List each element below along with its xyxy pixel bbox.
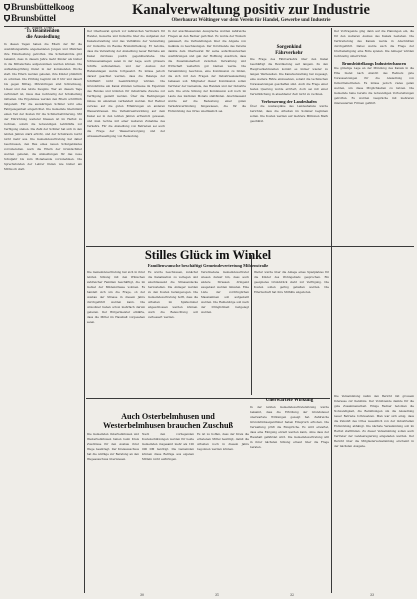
unerwartet-body: In der letzten Gemeindevertretersitzung wurde bekannt, dass die Erhöhung der Grundsteuer unerwartete Wirkungen gezeigt hat. Zahlreiche Grundstückseigentümer haben Einspruch erhoben. Die Verwaltung prüft die Einsprüche. Es wird erwartet, dass eine Einigung erzielt werden kann, ohne dass der Haushalt gefährdet wird. Die Gemeindevertretung will in ihrer nächsten Sitzung erneut über die Frage beraten. — [250, 404, 329, 449]
sorgenkind-heading-1: Sorgenkind — [276, 45, 302, 50]
stilles-body-3: Verschiedene Gemeindevertreter wiesen darauf hin, dass auch andere Strassen dringend ausgebaut werden müssten. Eine Liste der vordringlichen Massnahmen soll aufgestellt werden. Die Reihenfolge soll nach der Dringlichkeit festgelegt werden. — [201, 270, 249, 314]
footer-number-2: 31 — [215, 593, 220, 597]
stilles-headline: Stilles Glück im Winkel — [144, 248, 272, 262]
osterbelmhusen-headline-1: Auch Osterbelmhusen und — [121, 412, 215, 421]
masthead-title-2: Brunsbüttel — [11, 13, 56, 23]
stilles-column-3 — [201, 270, 249, 395]
footer-number-3: 32 — [290, 593, 295, 597]
main-subheadline: Oberbaurat Wöltinger vor dem Verein für Handel, Gewerbe und Industrie — [171, 18, 331, 23]
article-column-5 — [334, 29, 414, 391]
article-body-5: Der Vortragende ging dann auf die Planungen ein, die für den weiteren Ausbau des Kanals bestehen. Die Verbreiterung des Kanals werde in Abschnitten durchgeführt. Dabei werde auch die Frage der Uferbefestigung eine Rolle spielen. Die Anlieger würden rechtzeitig unterrichtet. — [334, 29, 414, 58]
stilles-subheadline: Familienwunsche beschäftigt Gemeindevertretung Mildenstraße — [147, 263, 269, 268]
masthead-line-2 — [4, 13, 74, 24]
crest-icon — [4, 14, 10, 24]
stilles-column-2 — [148, 270, 198, 395]
left-column — [4, 29, 82, 591]
article-column-3 — [168, 29, 246, 243]
unerwartet-column — [250, 398, 329, 508]
industriechancen-body: Die günstige Lage an der Mündung des Kanals in die Elbe bietet nach Ansicht des Redners gute Voraussetzungen für die Ansiedlung von Industriebetrieben. Es müsse jedoch vieles getan werden, um diese Möglichkeiten zu nutzen. Die Gemeinde habe bereits die notwendigen Vorbereitungen getroffen. Es wurden Gespräche mit mehreren interessierten Firmen geführt. — [334, 66, 414, 105]
left-column-body: In diesen Tagen haben die Eltern der für die Ausbildungsstätte angemeldeten Jungen und Mädchen ihre Entscheidung getroffen. Die Schulbehörde gibt bekannt, dass in diesem Jahre mehr Kinder als bisher in die Mittelschule aufgenommen werden können. Die Aufnahmeprüfung findet in der kommenden Woche statt. Die Eltern werden gebeten, ihre Kinder pünktlich zu schicken. Die Prüfung beginnt um 8 Uhr und dauert bis gegen Mittag. Mitzubringen sind Schreibzeug, Lineal und das letzte Zeugnis. Wer an diesem Tage verhindert ist, muss dies rechtzeitig der Schulleitung mitteilen. Die Ergebnisse werden den Eltern schriftlich mitgeteilt. Für die auswärtigen Schüler wird eine Fahrgelegenheit eingerichtet. Die Gemeinde übernimmt einen Teil der Kosten für die Schülerbeförderung. Mit der Einrichtung weiterer Klassen ist im Herbst zu rechnen, sofern die notwendigen Lehrkräfte zur Verfügung stehen. Die Zahl der Schüler hat sich in den letzten Jahren stark erhöht, und der Schulraum reicht nicht mehr aus. Die Gemeindevertretung hat daher beschlossen, den Bau eines neuen Schulgebäudes vorzubereiten. Auch die Eltern der Grundschüler werden gebeten, die Anmeldungen für das neue Schuljahr bis zum Monatsende vorzunehmen. Die Sprechstunden der Lehrer finden wie bisher am Mittwoch statt. — [4, 42, 82, 171]
osterbelmhusen-column-3 — [197, 432, 249, 592]
article-body-5-lower: Die Versammlung nahm den Bericht mit grossem Interesse zur Kenntnis. Der Vorsitzende dankte für die gute Zusammenarbeit. Einige Redner betonten die Notwendigkeit, die Bemühungen um die Ansiedlung neuer Betriebe fortzusetzen. Man war sich einig, dass die Zukunft des Ortes wesentlich von der industriellen Entwicklung abhängt. Die nächste Versammlung soll im Herbst stattfinden. Zu dieser Versammlung sollen auch Vertreter der Landesregierung eingeladen werden. Der Bericht über die Mitgliederversammlung erscheint in der nächsten Ausgabe. — [334, 394, 414, 448]
stilles-body-1: Die Gemeindevertretung hat sich in ihrer letzten Sitzung mit den Wünschen zahlreicher Familien beschäftigt, die im Gebiet der Mildenstrasse wohnen. Es handelt sich um die Frage, ob der Ausbau der Strasse in diesem Jahre durchgeführt werden kann. Die Anwohner haben schon mehrfach darum gebeten. Der Bürgermeister erklärte, dass die Mittel im Haushalt vorgesehen seien. — [87, 270, 145, 324]
unerwartet-heading: Unerwartete Wirkung — [265, 398, 314, 403]
stilles-column-4 — [254, 270, 329, 395]
osterbelmhusen-body-2: Nach den vorliegenden Kostenschätzungen werden für beide Gemeinden insgesamt mehr als 100 000 DM benötigt. Die Gemeinden können diese Beträge aus eigenen Mitteln nicht aufbringen. — [142, 432, 194, 461]
landeshafen-body: Über die Ausbaupläne des Landeshafens wurde berichtet, dass die Arbeiten im Sommer beginnen sollen. Die Kosten werden auf mehrere Millionen Mark geschätzt. — [250, 104, 328, 123]
landeshafen-subheading: Verbesserung der Landeshafen — [261, 99, 317, 104]
left-heading-line-1: 15 Beamtenden — [26, 29, 60, 34]
footer-number-4: 33 — [370, 593, 375, 597]
masthead-date: 26. März 1960 — [24, 25, 54, 30]
article-body-2: Der Oberbaurat sprach vor zahlreichen Vertretern für Handel, Gewerbe und Industrie über die Aufgaben der Kanalverwaltung und das Verhältnis der Verwaltung zur Industrie im Raume Brunsbüttelkoog. Er betonte, dass die Verwaltung der Ansiedlung neuer Betriebe am Kanal durchaus positiv gegenüberstehe. Die Schleusenanlagen seien in der Lage, auch grössere Schiffe aufzunehmen, und der Ausbau der Hafenanlagen werde fortgesetzt. Es müsse jedoch darauf geachtet werden, dass die Belange der Schiffahrt nicht beeinträchtigt würden. Die Grundstücke am Kanal stünden teilweise im Eigentum des Bundes und könnten für industrielle Zwecke zur Verfügung gestellt werden. Über die Bedingungen müsse im einzelnen verhandelt werden. Der Redner verwies auf die guten Erfahrungen an anderen Wasserstrassen. Die Verkehrsentwicklung auf dem Kanal sei in den letzten Jahren erfreulich gewesen, und man rechne mit einer weiteren Zunahme des Verkehrs. Für die Ansiedlung von Betrieben sei auch die Frage der Wasserversorgung und der Abwasserbeseitigung von Bedeutung. — [87, 29, 165, 138]
osterbelmhusen-body-3: Es ist zu hoffen, dass der Kreis die erbetenen Mittel bewilligt, damit die Arbeiten noch in diesem Jahre begonnen werden können. — [197, 432, 249, 451]
masthead-title-1: Brunsbüttelkoog — [11, 2, 74, 12]
osterbelmhusen-column-2 — [142, 432, 194, 592]
article-column-4 — [250, 29, 328, 243]
sorgenkind-body: Die Frage des Fährverkehrs über den Kanal beschäftigt die Bevölkerung seit langem. Zu den Hauptverkehrszeiten kommt es immer wieder zu langen Wartezeiten. Die Kanalverwaltung hat zugesagt, eine weitere Fähre einzusetzen, sobald die technischen Voraussetzungen geschaffen sind. Auch die Frage einer festen Querung wurde erörtert, doch sei mit einer Verwirklichung in absehbarer Zeit nicht zu rechnen. — [250, 57, 328, 96]
osterbelmhusen-headline-2: Westerbelmhusen brauchen Zuschuß — [102, 421, 234, 430]
article-column-2 — [87, 29, 165, 243]
main-headline: Kanalverwaltung positiv zur Industrie — [132, 2, 370, 18]
osterbelmhusen-column-1 — [87, 432, 139, 592]
top-rule — [4, 26, 414, 27]
article-body-3: In der anschliessenden Aussprache wurden zahlreiche Fragen an den Redner gerichtet. Es wurde der Wunsch geäussert, die Verhandlungen über die Abgabe von Gelände zu beschleunigen. Der Vorsitzende des Vereins dankte dem Oberbaurat für seine aufschlussreichen Ausführungen und gab der Hoffnung Ausdruck, dass die Zusammenarbeit zwischen Verwaltung und Wirtschaft weiterhin gut bleiben werde. Die Versammlung beschloss, eine Kommission zu bilden, die sich mit den Fragen der Industrieansiedlung befassen soll. Mitglieder dieser Kommission sollen Vertreter der Gemeinde, des Handels und der Industrie sein. Die erste Sitzung der Kommission soll noch im Laufe des nächsten Monats stattfinden. Abschliessend wurde auf die Bedeutung einer guten Verkehrsverbindung hingewiesen, die für die Entwicklung des Ortes unerlässlich sei. — [168, 29, 246, 113]
masthead-line-1 — [4, 2, 74, 13]
stilles-body-2: Es wurde beschlossen, zunächst die Kanalisation zu verlegen und anschliessend die Strassendecke herzustellen. Die Anlieger werden zu den Kosten herangezogen. Die Gemeindevertretung hofft, dass die Arbeiten im Spätsommer abgeschlossen werden können. Auch die Beleuchtung soll verbessert werden. — [148, 270, 198, 319]
sorgenkind-heading-2: Fährverkehr — [275, 50, 303, 56]
article-column-5-lower — [334, 394, 414, 592]
crest-icon — [4, 3, 10, 13]
stilles-body-4: Weiter wurde über die Anlage eines Spielplatzes für die Kinder des Wohngebiets gesprochen. Ein geeignetes Grundstück steht zur Verfügung. Die Kosten sollen gering gehalten werden. Die Elternschaft hat ihre Mithilfe angeboten. — [254, 270, 329, 294]
footer-number-1: 30 — [140, 593, 145, 597]
osterbelmhusen-body-1: Die Gemeinden Osterbelmhusen und Westerbelmhusen haben beim Kreis Zuschüsse für den Ausbau ihrer Wege beantragt. Der Kreisausschuss hat die Anträge zur Beratung an den Wegeausschuss überwiesen. — [87, 432, 139, 461]
left-heading-line-2: die Aussiedlung — [26, 34, 60, 40]
stilles-column-1 — [87, 270, 145, 395]
industriechancen-heading: Brunsbüttelkoogs Industriechancen — [342, 61, 406, 66]
